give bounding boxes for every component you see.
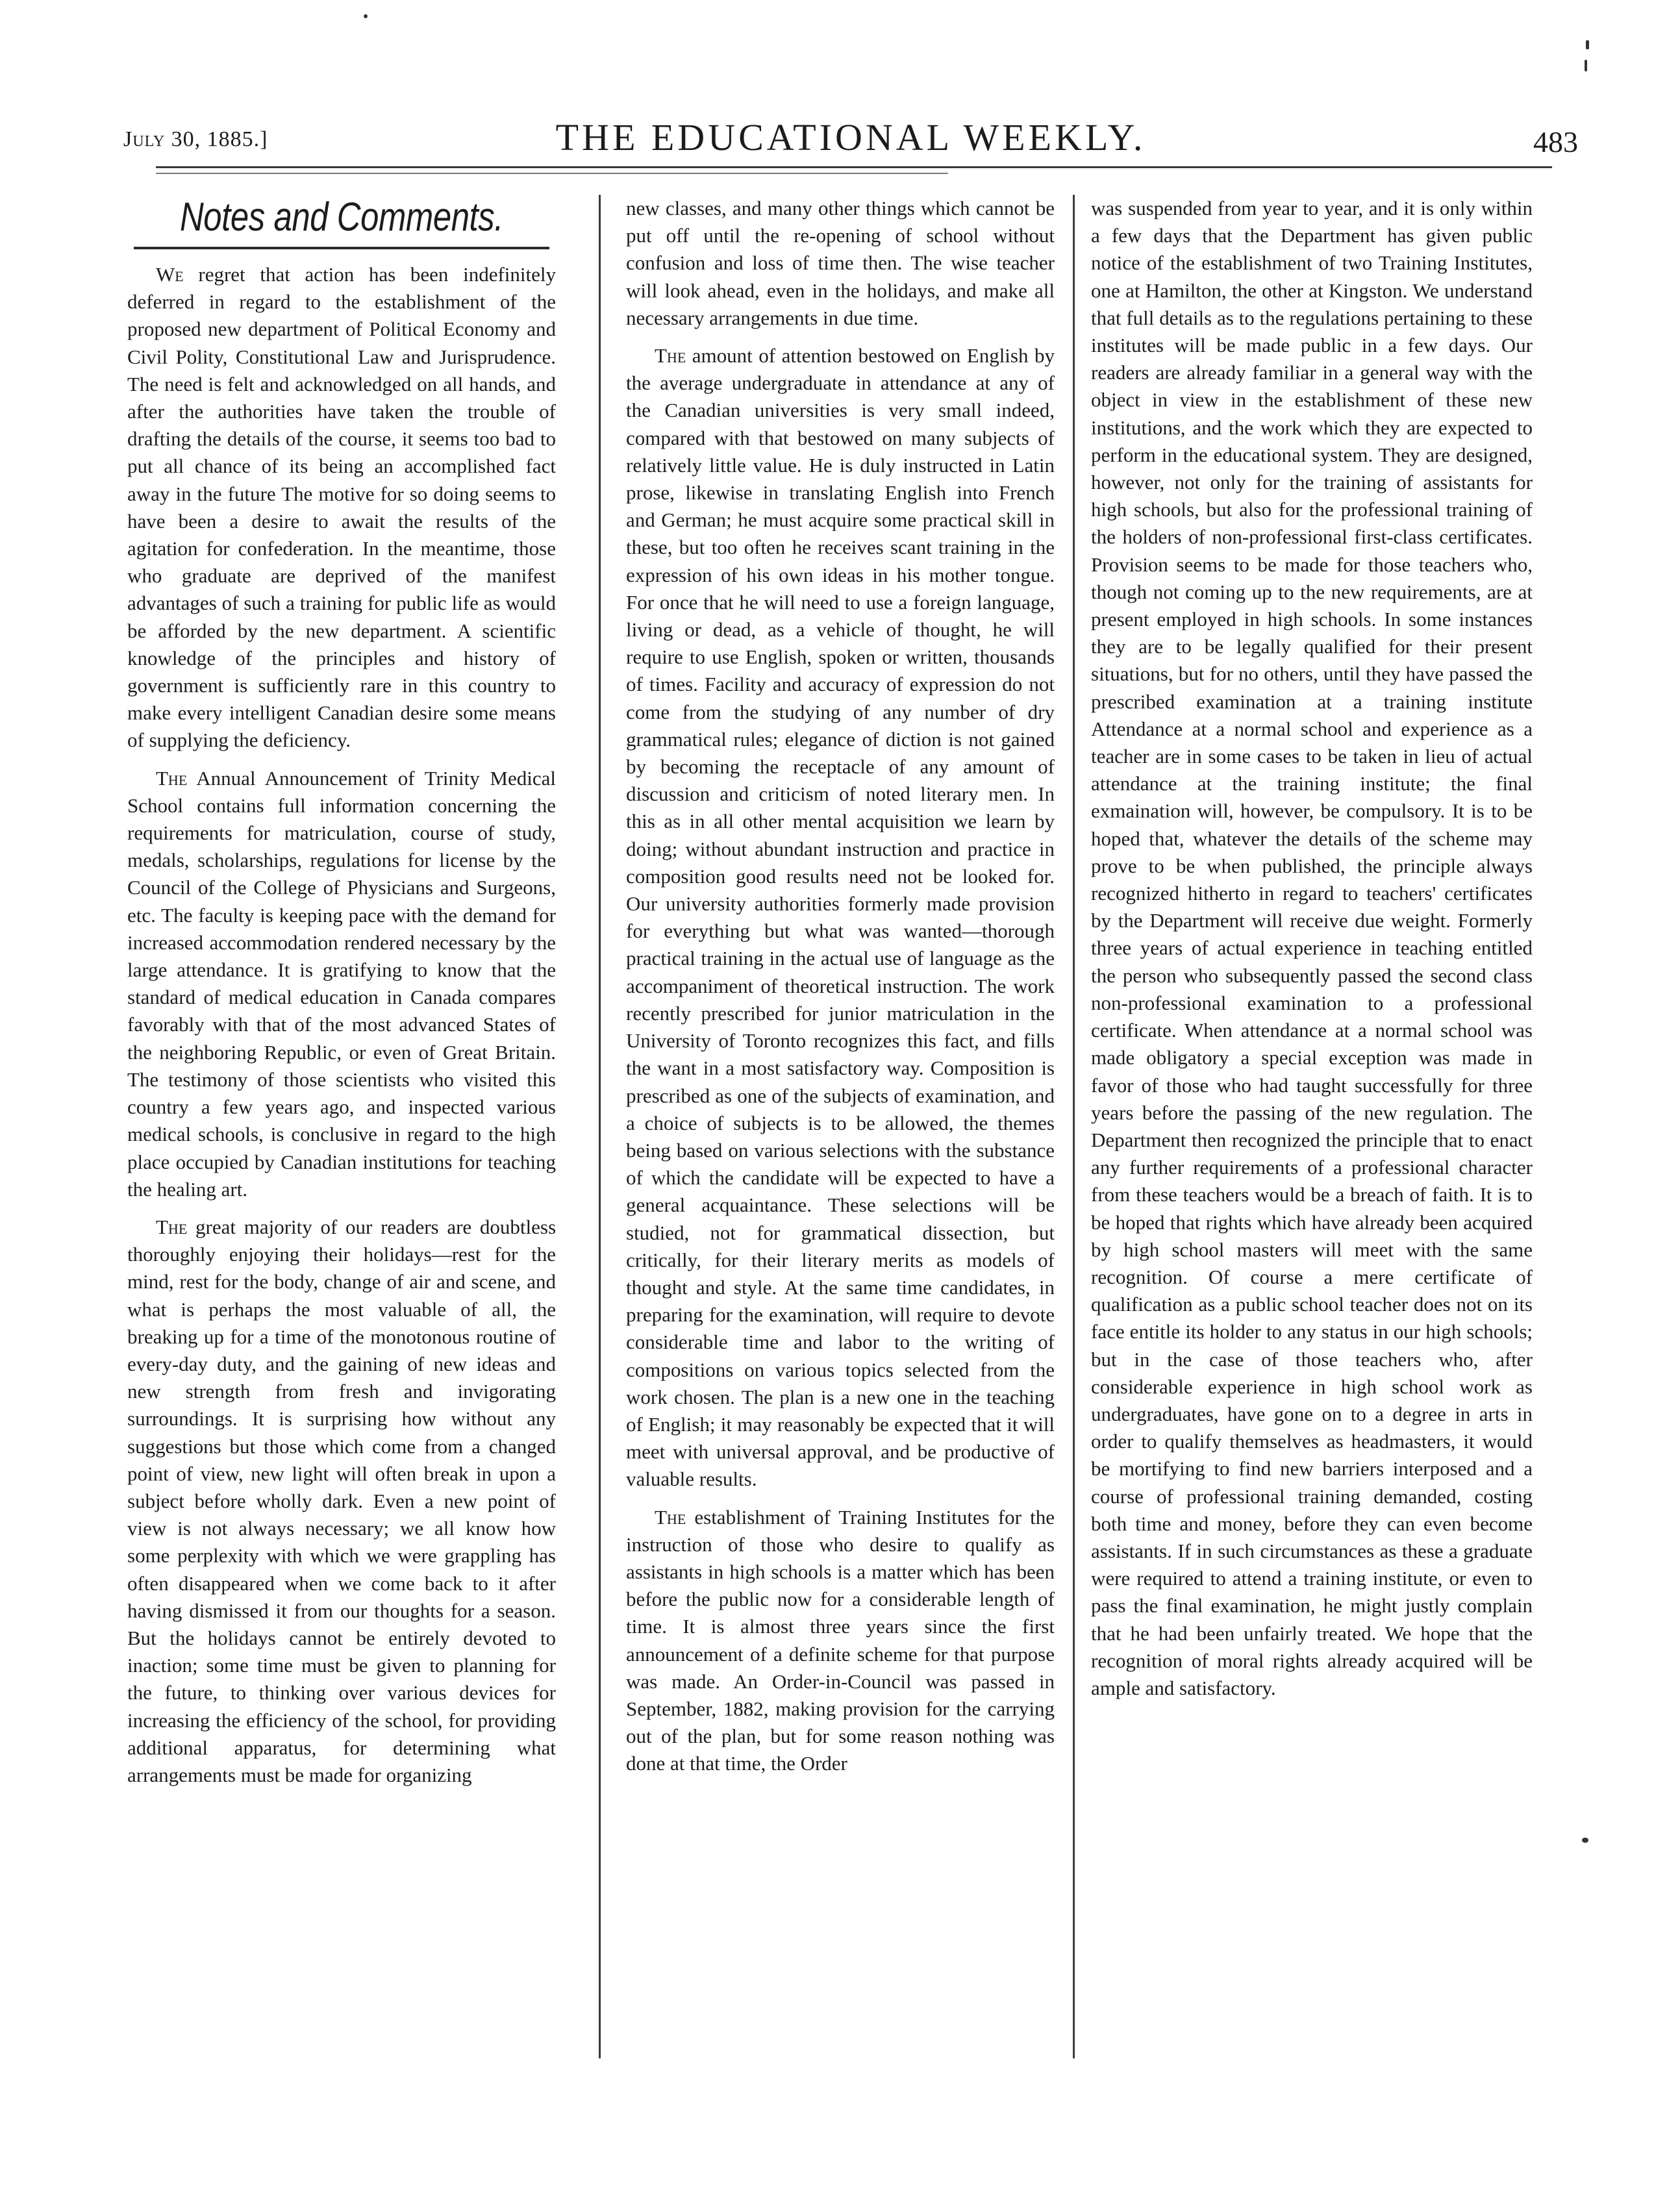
paragraph: [626, 342, 1055, 1493]
print-speck: [364, 14, 368, 18]
column-two: [626, 195, 1055, 1788]
paragraph: [127, 765, 556, 1203]
column-divider-right: [1073, 195, 1075, 2058]
print-speck: [1585, 60, 1587, 71]
section-title-rule: [134, 247, 549, 249]
paragraph-text: amount of attention bestowed on English by the average undergraduate in attendance at any of the Canadian universities is very small indeed, compared with that bestowed on many subjects of relatively little value. He is duly instructed in Latin prose, likewise in translating English into French and German; he must acquire some practical skill in these, but too often he receives scant training in the expression of his own ideas in his mother tongue. For once that he will need to use a foreign language, living or dead, as a vehicle of thought, he will require to use English, spoken or written, thousands of times. Facility and accuracy of expression do not come from the studying of any number of dry grammatical rules; elegance of diction is not gained by becoming the receptacle of any amount of discussion and criticism of noted literary men. In this as in all other mental acquisition we learn by doing; without abundant instruction and practice in composition good results need not be looked for. Our university authorities formerly made provision for everything but what was wanted—thorough practical training in the actual use of language as the accompaniment of theoretical instruction. The work recently prescribed for junior matriculation in the University of Toronto recognizes this fact, and fills the want in a most satisfactory way. Composition is prescribed as one of the subjects of examination, and a choice of subjects is to be allowed, the themes being based on various selections with the substance of which the candidate will be expected to have a general acquaintance. These selections will be studied, not for grammatical dissection, but critically, for their literary merits as models of thought and style. At the same time candidates, in preparing for the examination, will require to devote considerable time and labor to the writing of compositions on various topics selected from the work chosen. The plan is a new one in the teaching of English; it may reasonably be expected that it will meet with universal approval, and be productive of valuable results.: [626, 344, 1055, 1491]
header-rule-secondary: [156, 173, 948, 174]
paragraph-text: was suspended from year to year, and it is only within a few days that the Department has given public notice of the establishment of two Training Institutes, one at Hamilton, the other at Kingston. We understand that full details as to the regulations pertaining to these institutes will be made public in a few days. Our readers are already familiar in a general way with the object in view in the establishment of these new institutions, and the work which they are expected to perform in the educational system. They are designed, however, not only for the training of assistants for high schools, but also for the professional training of the holders of non-professional first-class certificates. Provision seems to be made for those teachers who, though not coming up to the new requirements, are at present employed in high schools. In some instances they are to be legally qualified for their present situations, but for no others, until they have passed the prescribed examination at a training institute Attendance at a normal school and experience as a teacher are in some cases to be taken in lieu of actual attendance at the training institute; the final exmaination will, however, be compulsory. It is to be hoped that, whatever the details of the scheme may prove to be when published, the principle always recognized hitherto in regard to teachers' certificates by the Department will receive due weight. Formerly three years of actual experience in teaching entitled the person who subsequently passed the second class non-professional examination to a professional certificate. When attendance at a normal school was made obligatory a special exception was made in favor of those who had taught successfully for three years before the passing of the new regulation. The Department then recognized the principle that to enact any further requirements of a professional character from these teachers would be a breach of faith. It is to be hoped that rights which have already been acquired by high school masters will meet with the same recognition. Of course a mere certificate of qualification as a public school teacher does not on its face entitle its holder to any status in our high schools; but in the case of those teachers who, after considerable experience in high school work as undergraduates, have gone on to a degree in arts in order to qualify themselves as headmasters, it would be mortifying to find new barriers interposed and a course of professional training demanded, costing both time and money, before they can even become assistants. If in such circumstances as these a graduate were required to attend a training institute, or even to pass the final examination, he might justly complain that he had been unfairly treated. We hope that the recognition of moral rights already acquired will be ample and satisfactory.: [1091, 197, 1533, 1699]
paragraph-text: Annual Announcement of Trinity Medical School contains full information concerning the requirements for matriculation, course of study, medals, scholarships, regulations for license by the Council of the College of Physicians and Surgeons, etc. The faculty is keeping pace with the demand for increased accommodation rendered necessary by the large attendance. It is gratifying to know that the standard of medical education in Canada compares favorably with that of the most advanced States of the neighboring Republic, or even of Great Britain. The testimony of those scientists who visited this country a few years ago, and inspected various medical schools, is conclusive in regard to the high place occupied by Canadian institutions for teaching the healing art.: [127, 766, 556, 1201]
paragraph-lead: We: [156, 263, 184, 286]
paragraph-text: great majority of our readers are doubtless thoroughly enjoying their holidays—rest for the mind, rest for the body, change of air and scene, and what is perhaps the most valuable of all, the breaking up for a time of the monotonous routine of every-day duty, and the gaining of new ideas and new strength from fresh and invigorating surroundings. It is surprising how without any suggestions but those which come from a changed point of view, new light will often break in upon a subject before wholly dark. Even a new point of view is not always necessary; we all know how some perplexity with which we were grappling has often disappeared when we come back to it after having dismissed it from our thoughts for a season. But the holidays cannot be entirely devoted to inaction; some time must be given to planning for the future, to thinking over various devices for increasing the efficiency of the school, for providing additional apparatus, for determining what arrangements must be made for organizing: [127, 1215, 557, 1786]
paragraph-text: new classes, and many other things which cannot be put off until the re-opening of school without confusion and loss of time then. The wise teacher will look ahead, even in the holidays, and make all necessary arrangements in due time.: [626, 197, 1055, 329]
paragraph: [127, 1214, 556, 1789]
issue-date: July 30, 1885.]: [123, 127, 268, 151]
paragraph-lead: The: [655, 344, 686, 368]
paragraph: [1091, 195, 1533, 1702]
print-speck: [1586, 40, 1589, 49]
paragraph: [626, 195, 1055, 332]
paragraph: [127, 261, 556, 755]
paragraph-lead: The: [156, 766, 188, 790]
page-number: 483: [1533, 125, 1578, 158]
section-title: Notes and Comments.: [179, 195, 503, 240]
column-one: [127, 195, 556, 1799]
print-speck: [1582, 1838, 1588, 1843]
paragraph-lead: The: [156, 1215, 188, 1238]
column-three: [1091, 195, 1533, 1712]
column-divider-left: [599, 195, 601, 2058]
publication-title: THE EDUCATIONAL WEEKLY.: [555, 116, 1146, 158]
paragraph-text: establishment of Training Institutes for the instruction of those who desire to qualify as assistants in high schools is a matter which has been before the public now for a considerable length of time. It is almost three years since the first announcement of a definite scheme for that purpose was made. An Order-in-Council was passed in September, 1882, making provision for the carrying out of the plan, but for some reason nothing was done at that time, the Order: [626, 1505, 1055, 1775]
header-rule: [156, 166, 1552, 168]
paragraph-lead: The: [655, 1505, 686, 1529]
page-header: [123, 116, 1578, 168]
paragraph: [626, 1504, 1055, 1778]
paragraph-text: regret that action has been indefinitely deferred in regard to the establishment of the proposed new department of Political Economy and Civil Polity, Constitutional Law and Jurisprudence. The need is felt and acknowledged on all hands, and after the authorities have taken the trouble of drafting the details of the course, it seems too bad to put all chance of its being an accomplished fact away in the future The motive for so doing seems to have been a desire to await the results of the agitation for confederation. In the meantime, those who graduate are deprived of the manifest advantages of such a training for public life as would be afforded by the new department. A scientific knowledge of the principles and history of government is sufficiently rare in this country to make every intelligent Canadian desire some means of supplying the deficiency.: [127, 263, 556, 752]
